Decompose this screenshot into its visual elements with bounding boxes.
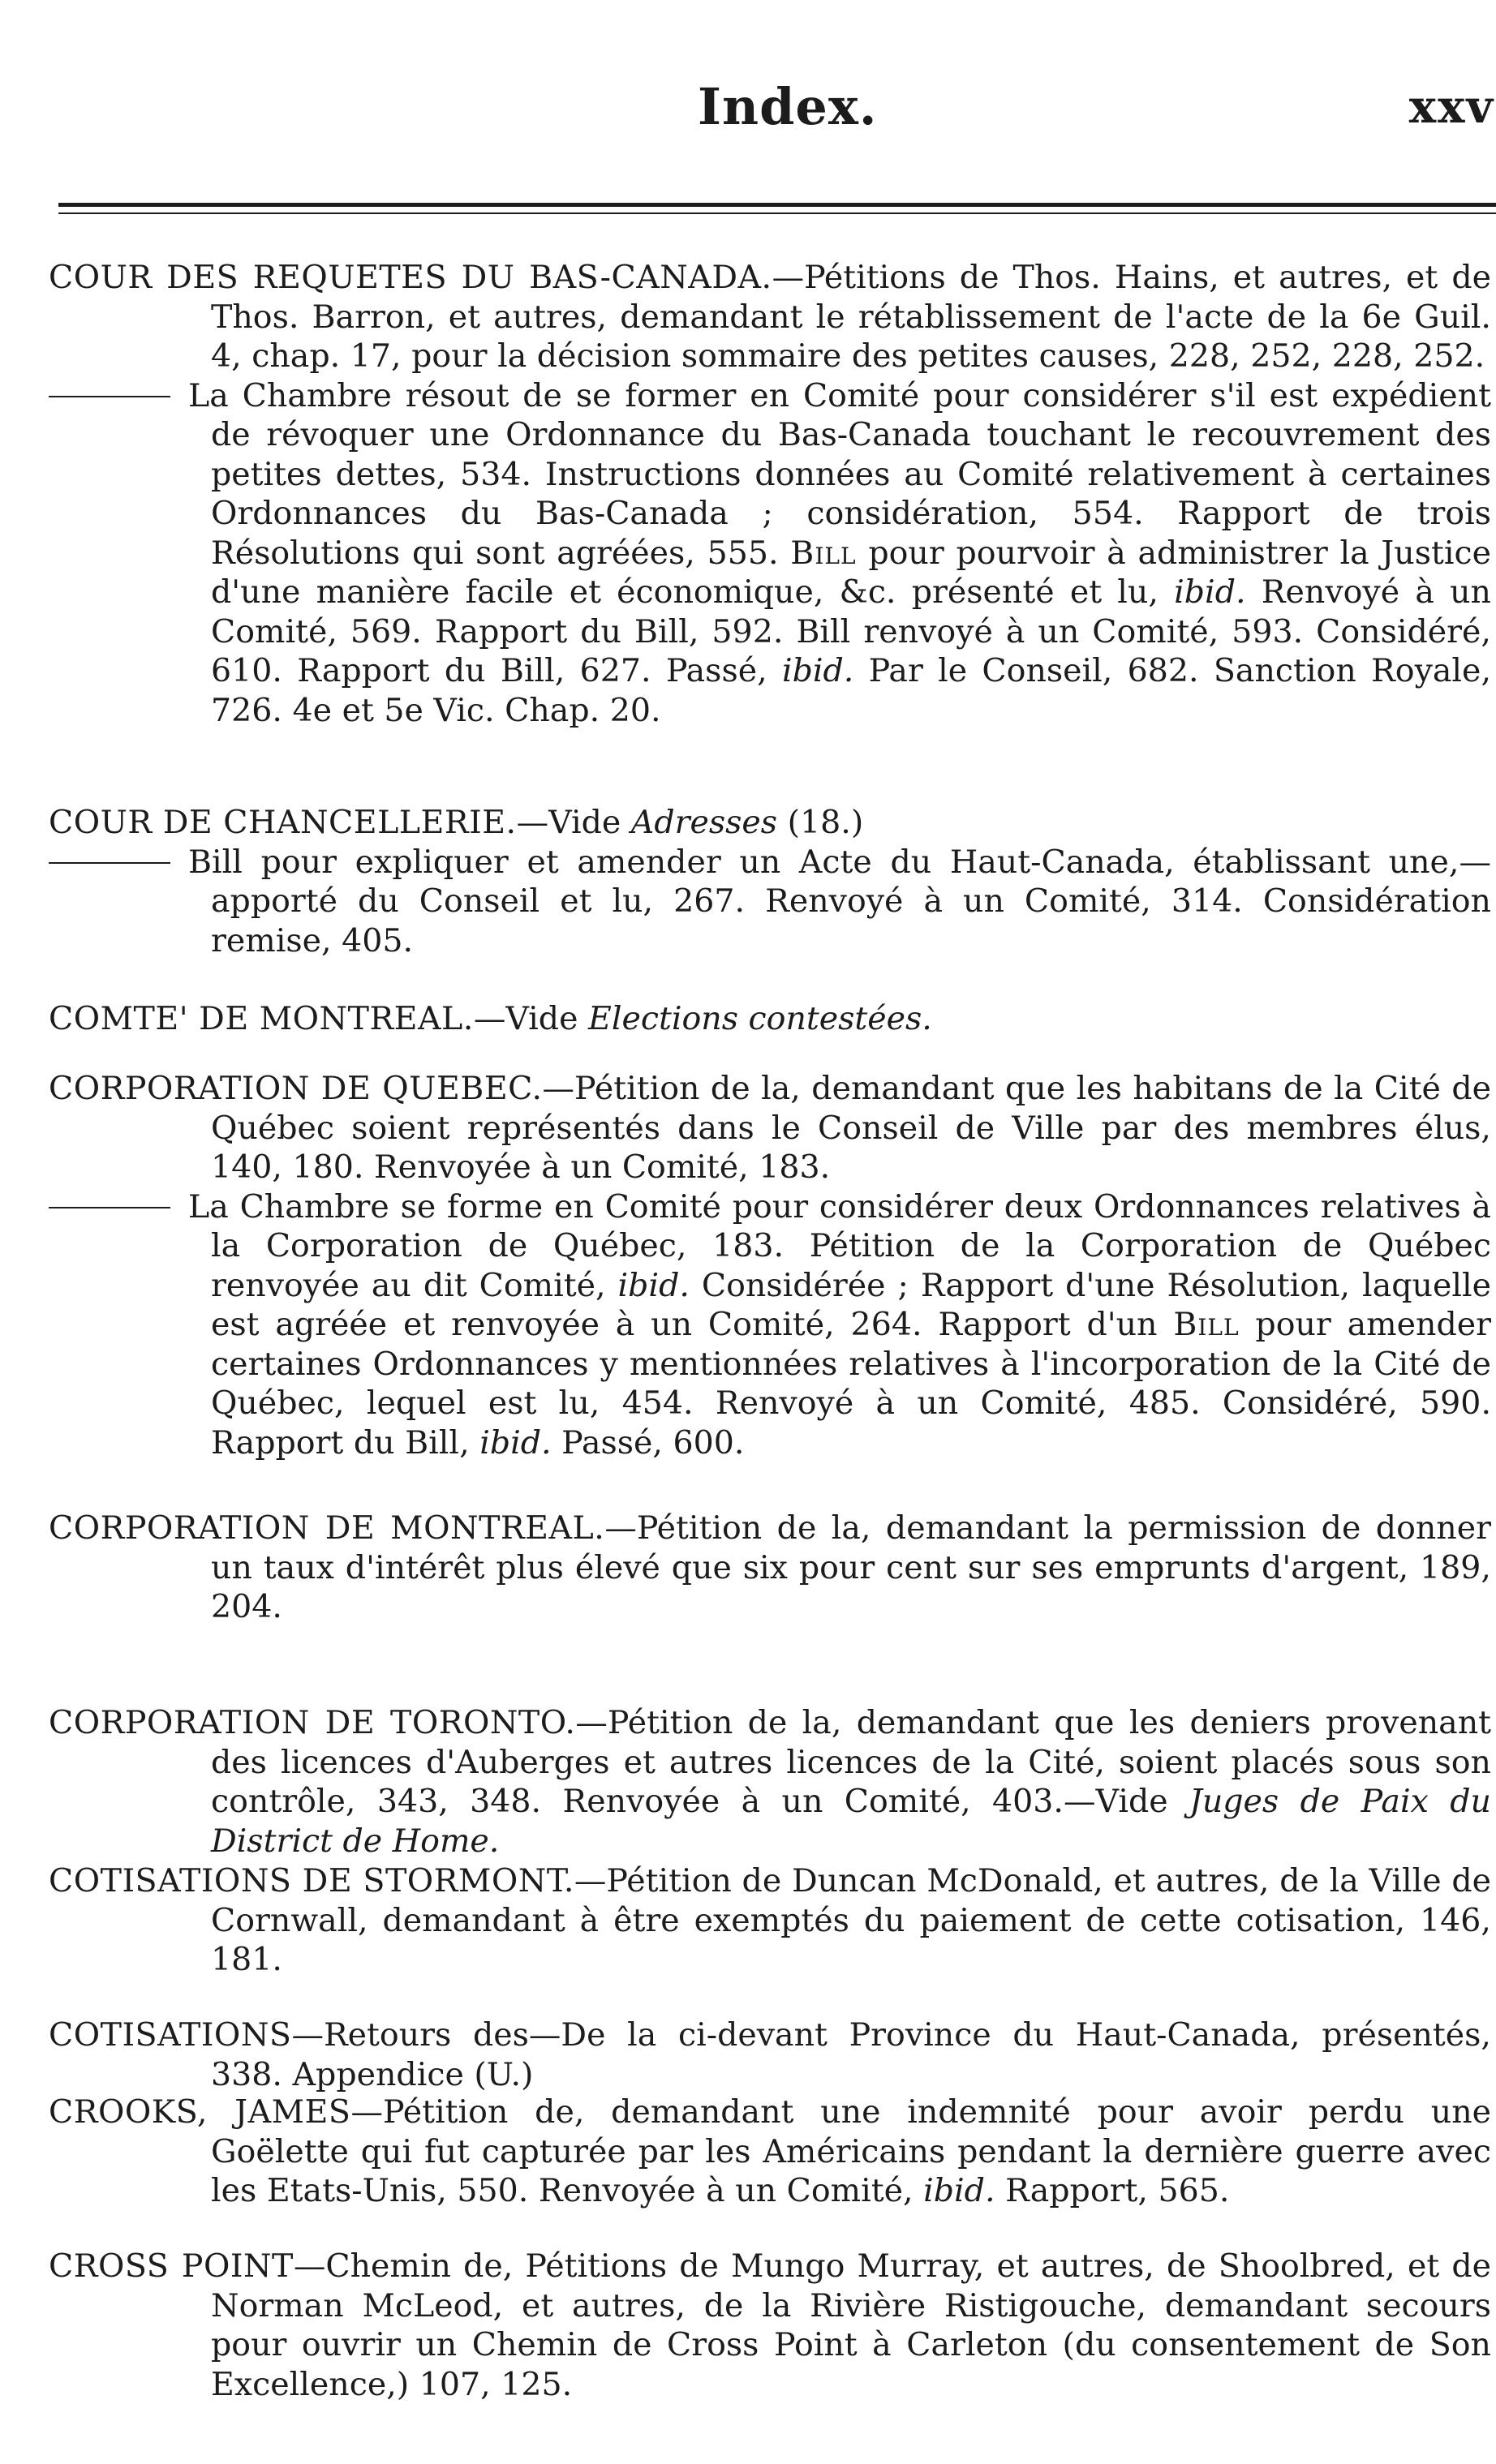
entry-text: —Vide: [473, 1000, 589, 1037]
entry-subparagraph: [49, 376, 1491, 731]
ditto-dash: [49, 862, 170, 864]
index-entry: [49, 1861, 1491, 1980]
entry-heading: COTISATIONS: [49, 2016, 292, 2054]
page-title: Index.: [698, 77, 878, 136]
sub-text: La Chambre se forme en Comité pour considérer deux Ordonnances relatives à la Corporation de Québec, 183. Pétition de la Corporation de Québec renvoyée au dit Comité,: [188, 1187, 1491, 1304]
entry-heading: CROSS POINT: [49, 2247, 294, 2285]
entry-paragraph: [49, 2015, 1491, 2094]
entry-subparagraph: [49, 1187, 1491, 1463]
sub-text: Passé, 600.: [551, 1423, 745, 1462]
index-entry: [49, 1069, 1491, 1462]
ditto-dash: [49, 1207, 170, 1208]
index-entry: [49, 2093, 1491, 2211]
entry-text: —Pétition de Duncan McDonald, et autres, de la Ville de Cornwall, demandant à être exemptés du paiement de cette cotisation, 146, 181.: [211, 1862, 1491, 1978]
entry-text: —Vide: [516, 804, 631, 841]
sub-text: La Chambre résout de se former en Comité pour considérer s'il est expédient de révoquer une Ordonnance du Bas-Canada touchant le recouvrement des petites dettes, 534. Instructions données au Comité relativement à certaines Ordonnances du Bas-Canada ; considération, 554. Rapport de trois Résolutions qui sont agréées, 555.: [188, 376, 1491, 572]
italic-text: Juges de Paix du District de Home.: [211, 1783, 1491, 1860]
sub-text: pour pourvoir à administrer la Justice d'une manière facile et économique, &c. présenté et lu,: [211, 534, 1491, 611]
sub-text: Considérée ; Rapport d'une Résolution, laquelle est agréée et renvoyée à un Comité, 264. Rapport d'un: [211, 1266, 1491, 1343]
page-number: xxv: [1408, 80, 1494, 134]
entry-text: —Pétition de la, demandant que les habitans de la Cité de Québec soient représentés dans le Conseil de Ville par des membres élus, 140, 180. Renvoyée à un Comité, 183.: [211, 1070, 1491, 1186]
entry-text: (18.): [777, 804, 864, 841]
index-entry: [49, 1509, 1491, 1627]
italic-text: Adresses: [630, 804, 778, 841]
entry-text: —Pétition de, demandant une indemnité pour avoir perdu une Goëlette qui fut capturée par les Américains pendant la dernière guerre avec les Etats-Unis, 550. Renvoyée à un Comité,: [211, 2093, 1492, 2209]
header-rule-thin: [58, 212, 1496, 214]
entry-heading: COUR DE CHANCELLERIE.: [49, 804, 517, 841]
sub-text: pour amender certaines Ordonnances y mentionnées relatives à l'incorporation de la Cité de Québec, lequel est lu, 454. Renvoyé à un Comité, 485. Considéré, 590. Rapport du Bill,: [211, 1306, 1491, 1462]
entry-paragraph: [49, 999, 1491, 1039]
index-entry: [49, 2015, 1491, 2094]
entry-paragraph: [49, 1509, 1491, 1627]
entry-paragraph: [49, 803, 1491, 843]
entry-text: Rapport, 565.: [995, 2172, 1230, 2209]
entry-text: —Pétition de la, demandant que les deniers provenant des licences d'Auberges et autres licences de la Cité, soient placés sous son contrôle, 343, 348. Renvoyée à un Comité, 403.—Vide: [211, 1704, 1492, 1820]
italic-text: ibid.: [479, 1423, 552, 1462]
index-entry: [49, 258, 1491, 730]
small-caps-text: Bill: [790, 534, 857, 572]
entry-text: —Chemin de, Pétitions de Mungo Murray, et autres, de Shoolbred, et de Norman McLeod, et autres, de la Rivière Ristigouche, demandant secours pour ouvrir un Chemin de Cross Point à Carleton (du consentement de Son Excellence,) 107, 125.: [211, 2247, 1491, 2403]
index-entry: [49, 803, 1491, 960]
entry-text: —Pétitions de Thos. Hains, et autres, et de Thos. Barron, et autres, demandant le rétablissement de l'acte de la 6e Guil. 4, chap. 17, pour la décision sommaire des petites causes, 228, 252, 228, 252.: [211, 259, 1491, 375]
ditto-dash: [49, 396, 170, 397]
entry-heading: COTISATIONS DE STORMONT.: [49, 1862, 574, 1900]
entry-paragraph: [49, 2093, 1491, 2211]
entry-heading: COMTE' DE MONTREAL.: [49, 1000, 474, 1037]
entry-heading: CORPORATION DE MONTREAL.: [49, 1509, 605, 1547]
italic-text: ibid.: [923, 2172, 995, 2209]
entry-heading: CORPORATION DE QUEBEC.: [49, 1070, 543, 1107]
italic-text: ibid.: [617, 1266, 690, 1304]
italic-text: Elections contestées.: [588, 1000, 932, 1037]
entry-subparagraph: [49, 843, 1491, 961]
sub-text: Renvoyé à un Comité, 569. Rapport du Bill, 592. Bill renvoyé à un Comité, 593. Considéré, 610. Rapport du Bill, 627. Passé,: [211, 573, 1491, 689]
index-entry: [49, 999, 1491, 1039]
entry-paragraph: [49, 258, 1491, 376]
entry-paragraph: [49, 1861, 1491, 1980]
entry-heading: COUR DES REQUETES DU BAS-CANADA.: [49, 259, 772, 296]
italic-text: ibid.: [1174, 573, 1246, 611]
index-entry: [49, 1703, 1491, 1861]
entry-paragraph: [49, 2247, 1491, 2404]
entry-heading: CROOKS, JAMES: [49, 2093, 351, 2131]
italic-text: ibid.: [781, 652, 854, 689]
sub-text: Par le Conseil, 682. Sanction Royale, 726. 4e et 5e Vic. Chap. 20.: [211, 652, 1491, 729]
sub-text: Bill pour expliquer et amender un Acte du Haut-Canada, établissant une,— apporté du Conseil et lu, 267. Renvoyé à un Comité, 314. Considération remise, 405.: [188, 843, 1491, 959]
entry-paragraph: [49, 1703, 1491, 1861]
page-header: [0, 77, 1496, 150]
header-rule-thick: [58, 203, 1496, 207]
entry-text: —Retours des—De la ci-devant Province du Haut-Canada, présentés, 338. Appendice (U.): [211, 2016, 1491, 2093]
entry-heading: CORPORATION DE TORONTO.: [49, 1704, 576, 1741]
entry-text: —Pétition de la, demandant la permission de donner un taux d'intérêt plus élevé que six pour cent sur ses emprunts d'argent, 189, 204.: [211, 1509, 1491, 1625]
entry-paragraph: [49, 1069, 1491, 1187]
index-entry: [49, 2247, 1491, 2404]
small-caps-text: Bill: [1173, 1306, 1240, 1343]
